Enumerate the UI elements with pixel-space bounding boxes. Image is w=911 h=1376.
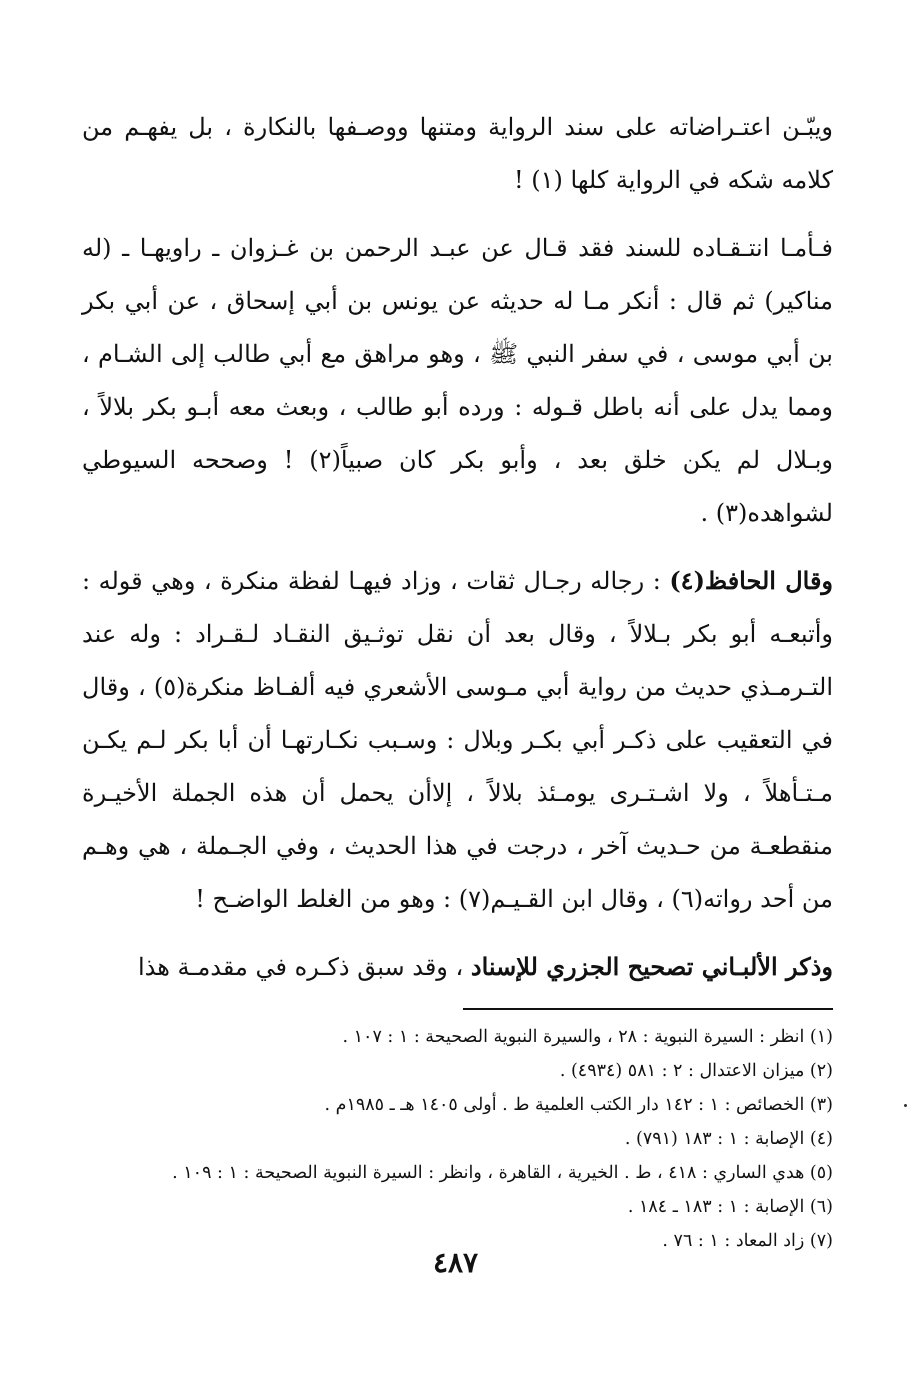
- footnote: (٣) الخصائص : ١ : ١٤٢ دار الكتب العلمية ط . أولى ١٤٠٥ هـ ـ ١٩٨٥م .: [324, 1095, 833, 1115]
- footnote: (٧) زاد المعاد : ١ : ٧٦ .: [662, 1231, 833, 1251]
- footnote: (٢) ميزان الاعتدال : ٢ : ٥٨١ (٤٩٣٤) .: [559, 1061, 833, 1081]
- paragraph: ويبّـن اعتـراضاته على سند الرواية ومتنها ووصـفها بالنكارة ، بل يفهـم من كلامه شكه في الرواية كلها (١) !: [82, 113, 833, 194]
- footnotes: [82, 1020, 833, 1258]
- bold-lead: وقال الحافظ(٤): [669, 566, 834, 595]
- paragraph: وقال الحافظ(٤) : رجاله رجـال ثقات ، وزاد فيهـا لفظة منكرة ، وهي قوله : وأتبعـه أبو بكر بـلالاً ، وقال بعد أن نقل توثـيق النقـاد لـقـراد : وله عند التـرمـذي حديث من رواية أبي مـوسى الأشعري فيه ألفـاظ منكرة(٥) ، وقال في التعقيب على ذكـر أبي بكـر وبلال : وسـبب نكـارتهـا أن أبا بكر لـم يكـن مـتـأهلاً ، ولا اشـتـرى يومـئذ بلالاً ، إلاأن يحمل أن هذه الجملة الأخيـرة منقطعـة من حـديث آخر ، درجت في هذا الحديث ، وفي الجـملة ، هي وهـم من أحد رواته(٦) ، وقال ابن القـيـم(٧) : وهو من الغلط الواضـح !: [82, 566, 834, 913]
- footnote: (٥) هدي الساري : ٤١٨ ، ط . الخيرية ، القاهرة ، وانظر : السيرة النبوية الصحيحة : ١ : ١٠٩ .: [172, 1163, 833, 1183]
- paragraph: وذكر الألبـاني تصحيح الجزري للإسناد ، وقد سبق ذكـره في مقدمـة هذا: [138, 952, 833, 981]
- page-number: ٤٨٧: [432, 1246, 479, 1279]
- bold-lead: وذكر الألبـاني تصحيح الجزري للإسناد: [470, 952, 833, 981]
- paragraph: فـأمـا انتـقـاده للسند فقد قـال عن عبـد الرحمن بن غـزوان ـ راويهـا ـ (له مناكير) ثم قال : أنكر مـا له حديثه عن يونس بن أبي إسحاق ، عن أبي بكر بن أبي موسى ، في سفر النبي ﷺ ، وهو مراهق مع أبي طالب إلى الشـام ، ومما يدل على أنه باطل قـوله : ورده أبو طالب ، وبعث معه أبـو بكر بلالاً ، وبـلال لم يكن خلق بعد ، وأبو بكر كان صبياً(٢) ! وصححه السيوطي لشواهده(٣) .: [82, 234, 833, 527]
- main-text: [82, 100, 833, 994]
- scan-speck: [904, 1104, 907, 1107]
- footnote: (٦) الإصابة : ١ : ١٨٣ ـ ١٨٤ .: [627, 1197, 833, 1217]
- footnote: (٤) الإصابة : ١ : ١٨٣ (٧٩١) .: [624, 1129, 833, 1149]
- footnote-divider: [463, 1008, 833, 1010]
- footnote: (١) انظر : السيرة النبوية : ٢٨ ، والسيرة النبوية الصحيحة : ١ : ١٠٧ .: [342, 1027, 833, 1047]
